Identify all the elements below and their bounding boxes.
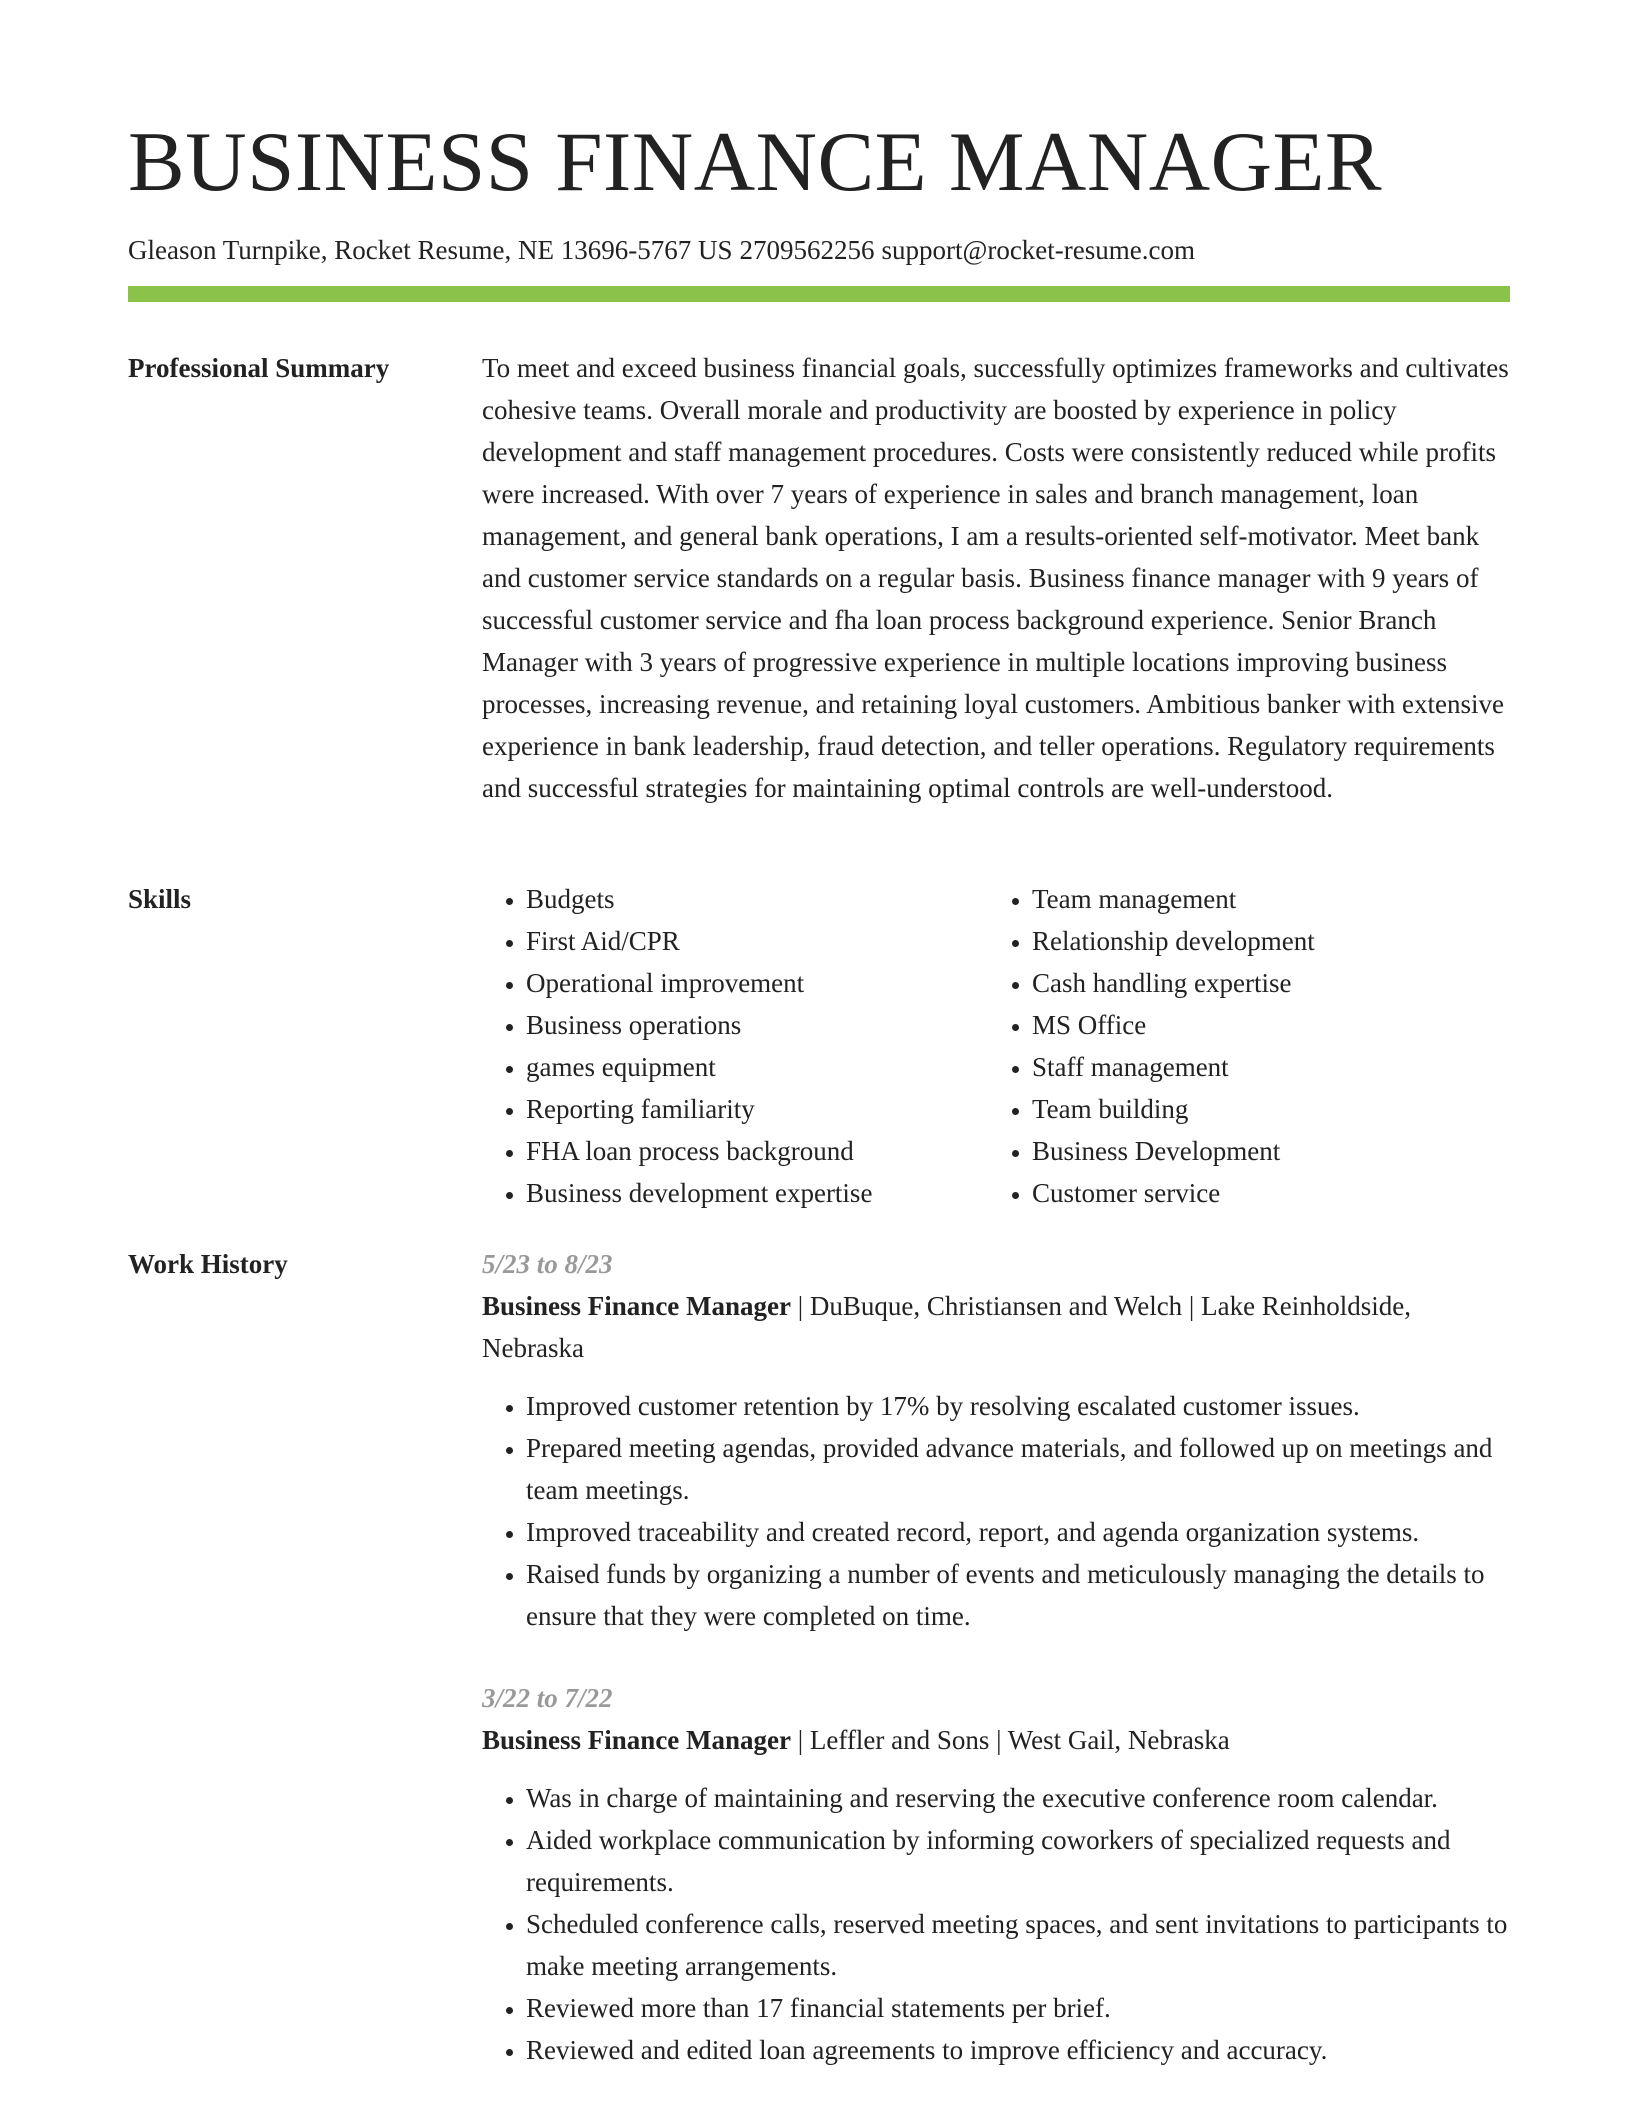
skill-item: • Team management bbox=[1032, 878, 1510, 920]
skill-item: • Relationship development bbox=[1032, 920, 1510, 962]
job-entry bbox=[482, 1677, 1510, 2071]
skill-item: • Customer service bbox=[1032, 1172, 1510, 1214]
job-bullet: • Improved traceability and created record, report, and agenda organization systems. bbox=[526, 1511, 1510, 1553]
job-bullet: • Aided workplace communication by informing coworkers of specialized requests and requirements. bbox=[526, 1819, 1510, 1903]
contact-address: Gleason Turnpike, Rocket Resume, NE 13696-5767 US bbox=[128, 235, 733, 265]
job-company-location: | Leffler and Sons | West Gail, Nebraska bbox=[791, 1725, 1230, 1755]
skills-list-right bbox=[988, 878, 1510, 1214]
job-bullets bbox=[482, 1777, 1510, 2071]
work-history-body bbox=[482, 1243, 1510, 2071]
skills-body bbox=[482, 878, 1510, 1214]
skill-item: • Business Development bbox=[1032, 1130, 1510, 1172]
skills-list-left bbox=[482, 878, 988, 1214]
contact-email: support@rocket-resume.com bbox=[881, 235, 1195, 265]
job-dates: 5/23 to 8/23 bbox=[482, 1249, 613, 1279]
resume-title: BUSINESS FINANCE MANAGER bbox=[128, 115, 1383, 209]
contact-phone: 2709562256 bbox=[739, 235, 875, 265]
skill-item: • Business development expertise bbox=[526, 1172, 988, 1214]
skill-item: • Business operations bbox=[526, 1004, 988, 1046]
job-header bbox=[482, 1719, 1510, 1761]
job-title: Business Finance Manager bbox=[482, 1725, 792, 1755]
skill-item: • Budgets bbox=[526, 878, 988, 920]
job-entry bbox=[482, 1243, 1510, 1637]
skill-item: • games equipment bbox=[526, 1046, 988, 1088]
work-history-heading: Work History bbox=[128, 1249, 288, 1279]
skill-item: • FHA loan process background bbox=[526, 1130, 988, 1172]
contact-line bbox=[128, 234, 1202, 266]
skill-item: • Team building bbox=[1032, 1088, 1510, 1130]
skill-item: • Reporting familiarity bbox=[526, 1088, 988, 1130]
job-bullet: • Raised funds by organizing a number of events and meticulously managing the details to ensure that they were completed on time. bbox=[526, 1553, 1510, 1637]
summary-body bbox=[482, 347, 1510, 809]
skill-item: • MS Office bbox=[1032, 1004, 1510, 1046]
skill-item: • Operational improvement bbox=[526, 962, 988, 1004]
skill-item: • Cash handling expertise bbox=[1032, 962, 1510, 1004]
job-bullets bbox=[482, 1385, 1510, 1637]
job-dates: 3/22 to 7/22 bbox=[482, 1683, 613, 1713]
skill-item: • Staff management bbox=[1032, 1046, 1510, 1088]
job-header bbox=[482, 1285, 1510, 1369]
summary-text: To meet and exceed business financial goals, successfully optimizes frameworks and cultivates cohesive teams. Overall morale and productivity are boosted by experience in policy development and staff management procedures. Costs were consistently reduced while profits were increased. With over 7 years of experience in sales and branch management, loan management, and general bank operations, I am a results-oriented self-motivator. Meet bank and customer service standards on a regular basis. Business finance manager with 9 years of successful customer service and fha loan process background experience. Senior Branch Manager with 3 years of progressive experience in multiple locations improving business processes, increasing revenue, and retaining loyal customers. Ambitious banker with extensive experience in bank leadership, fraud detection, and teller operations. Regulatory requirements and successful strategies for maintaining optimal controls are well-understood. bbox=[482, 353, 1509, 803]
job-bullet: • Reviewed more than 17 financial statements per brief. bbox=[526, 1987, 1510, 2029]
skills-heading: Skills bbox=[128, 884, 192, 914]
job-bullet: • Scheduled conference calls, reserved meeting spaces, and sent invitations to participants to make meeting arrangements. bbox=[526, 1903, 1510, 1987]
job-bullet: • Was in charge of maintaining and reserving the executive conference room calendar. bbox=[526, 1777, 1510, 1819]
job-bullet: • Reviewed and edited loan agreements to improve efficiency and accuracy. bbox=[526, 2029, 1510, 2071]
job-bullet: • Improved customer retention by 17% by resolving escalated customer issues. bbox=[526, 1385, 1510, 1427]
job-company-location: | DuBuque, Christiansen and Welch | Lake Reinholdside, Nebraska bbox=[482, 1291, 1412, 1363]
job-title: Business Finance Manager bbox=[482, 1291, 792, 1321]
summary-heading: Professional Summary bbox=[128, 353, 390, 383]
header-divider bbox=[128, 286, 1510, 302]
job-bullet: • Prepared meeting agendas, provided advance materials, and followed up on meetings and team meetings. bbox=[526, 1427, 1510, 1511]
skill-item: • First Aid/CPR bbox=[526, 920, 988, 962]
